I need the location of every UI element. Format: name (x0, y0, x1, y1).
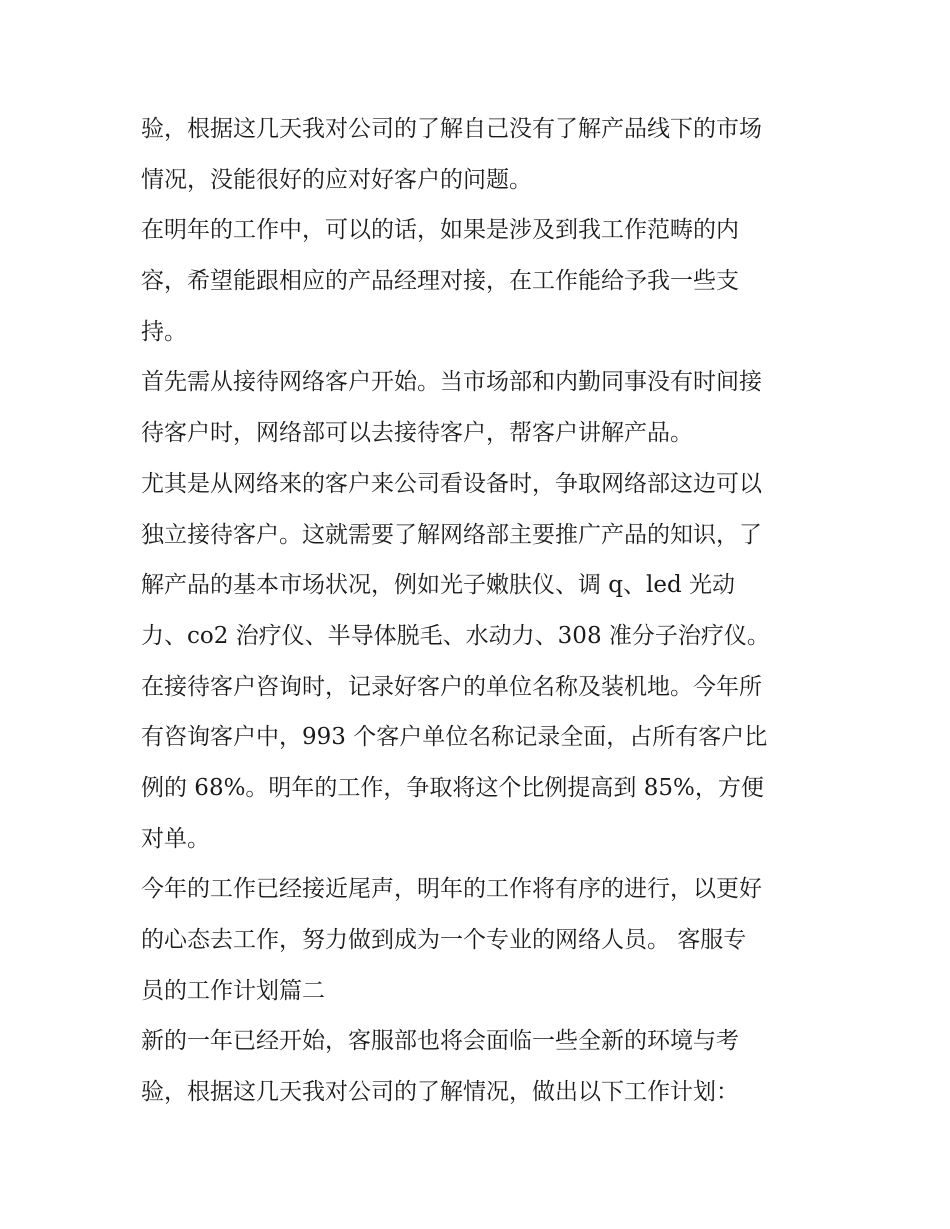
text-line: 独立接待客户。这就需要了解网络部主要推广产品的知识，了 (141, 521, 762, 548)
text-line: 今年的工作已经接近尾声，明年的工作将有序的进行，以更好 (141, 876, 762, 903)
text-line: 的心态去工作，努力做到成为一个专业的网络人员。 客服专 (141, 927, 747, 953)
text-line: 解产品的基本市场状况，例如光子嫩肤仪、调 q、led 光动 (141, 572, 736, 599)
text-line: 首先需从接待网络客户开始。当市场部和内勤同事没有时间接 (141, 369, 762, 396)
text-line: 例的 68%。明年的工作，争取将这个比例提高到 85%，方便 (141, 774, 764, 801)
text-line: 力、co2 治疗仪、半导体脱毛、水动力、308 准分子治疗仪。 (141, 622, 770, 649)
text-line: 验，根据这几天我对公司的了解情况，做出以下工作计划： (141, 1079, 739, 1106)
text-line: 情况，没能很好的应对好客户的问题。 (141, 166, 532, 193)
text-line: 在明年的工作中，可以的话，如果是涉及到我工作范畴的内 (141, 217, 739, 244)
text-line: 验，根据这几天我对公司的了解自己没有了解产品线下的市场 (141, 116, 762, 142)
text-line: 新的一年已经开始，客服部也将会面临一些全新的环境与考 (141, 1028, 739, 1055)
text-line: 员的工作计划篇二 (141, 977, 325, 1004)
text-line: 对单。 (141, 825, 210, 852)
text-line: 有咨询客户中，993 个客户单位名称记录全面，占所有客户比 (141, 724, 768, 751)
text-line: 尤其是从网络来的客户来公司看设备时，争取网络部这边可以 (141, 470, 762, 497)
text-line: 待客户时，网络部可以去接待客户，帮客户讲解产品。 (141, 420, 693, 447)
document-body (141, 104, 821, 1118)
text-line: 持。 (141, 318, 187, 345)
text-line: 容，希望能跟相应的产品经理对接，在工作能给予我一些支 (141, 268, 739, 295)
text-line: 在接待客户咨询时，记录好客户的单位名称及装机地。今年所 (141, 673, 762, 700)
